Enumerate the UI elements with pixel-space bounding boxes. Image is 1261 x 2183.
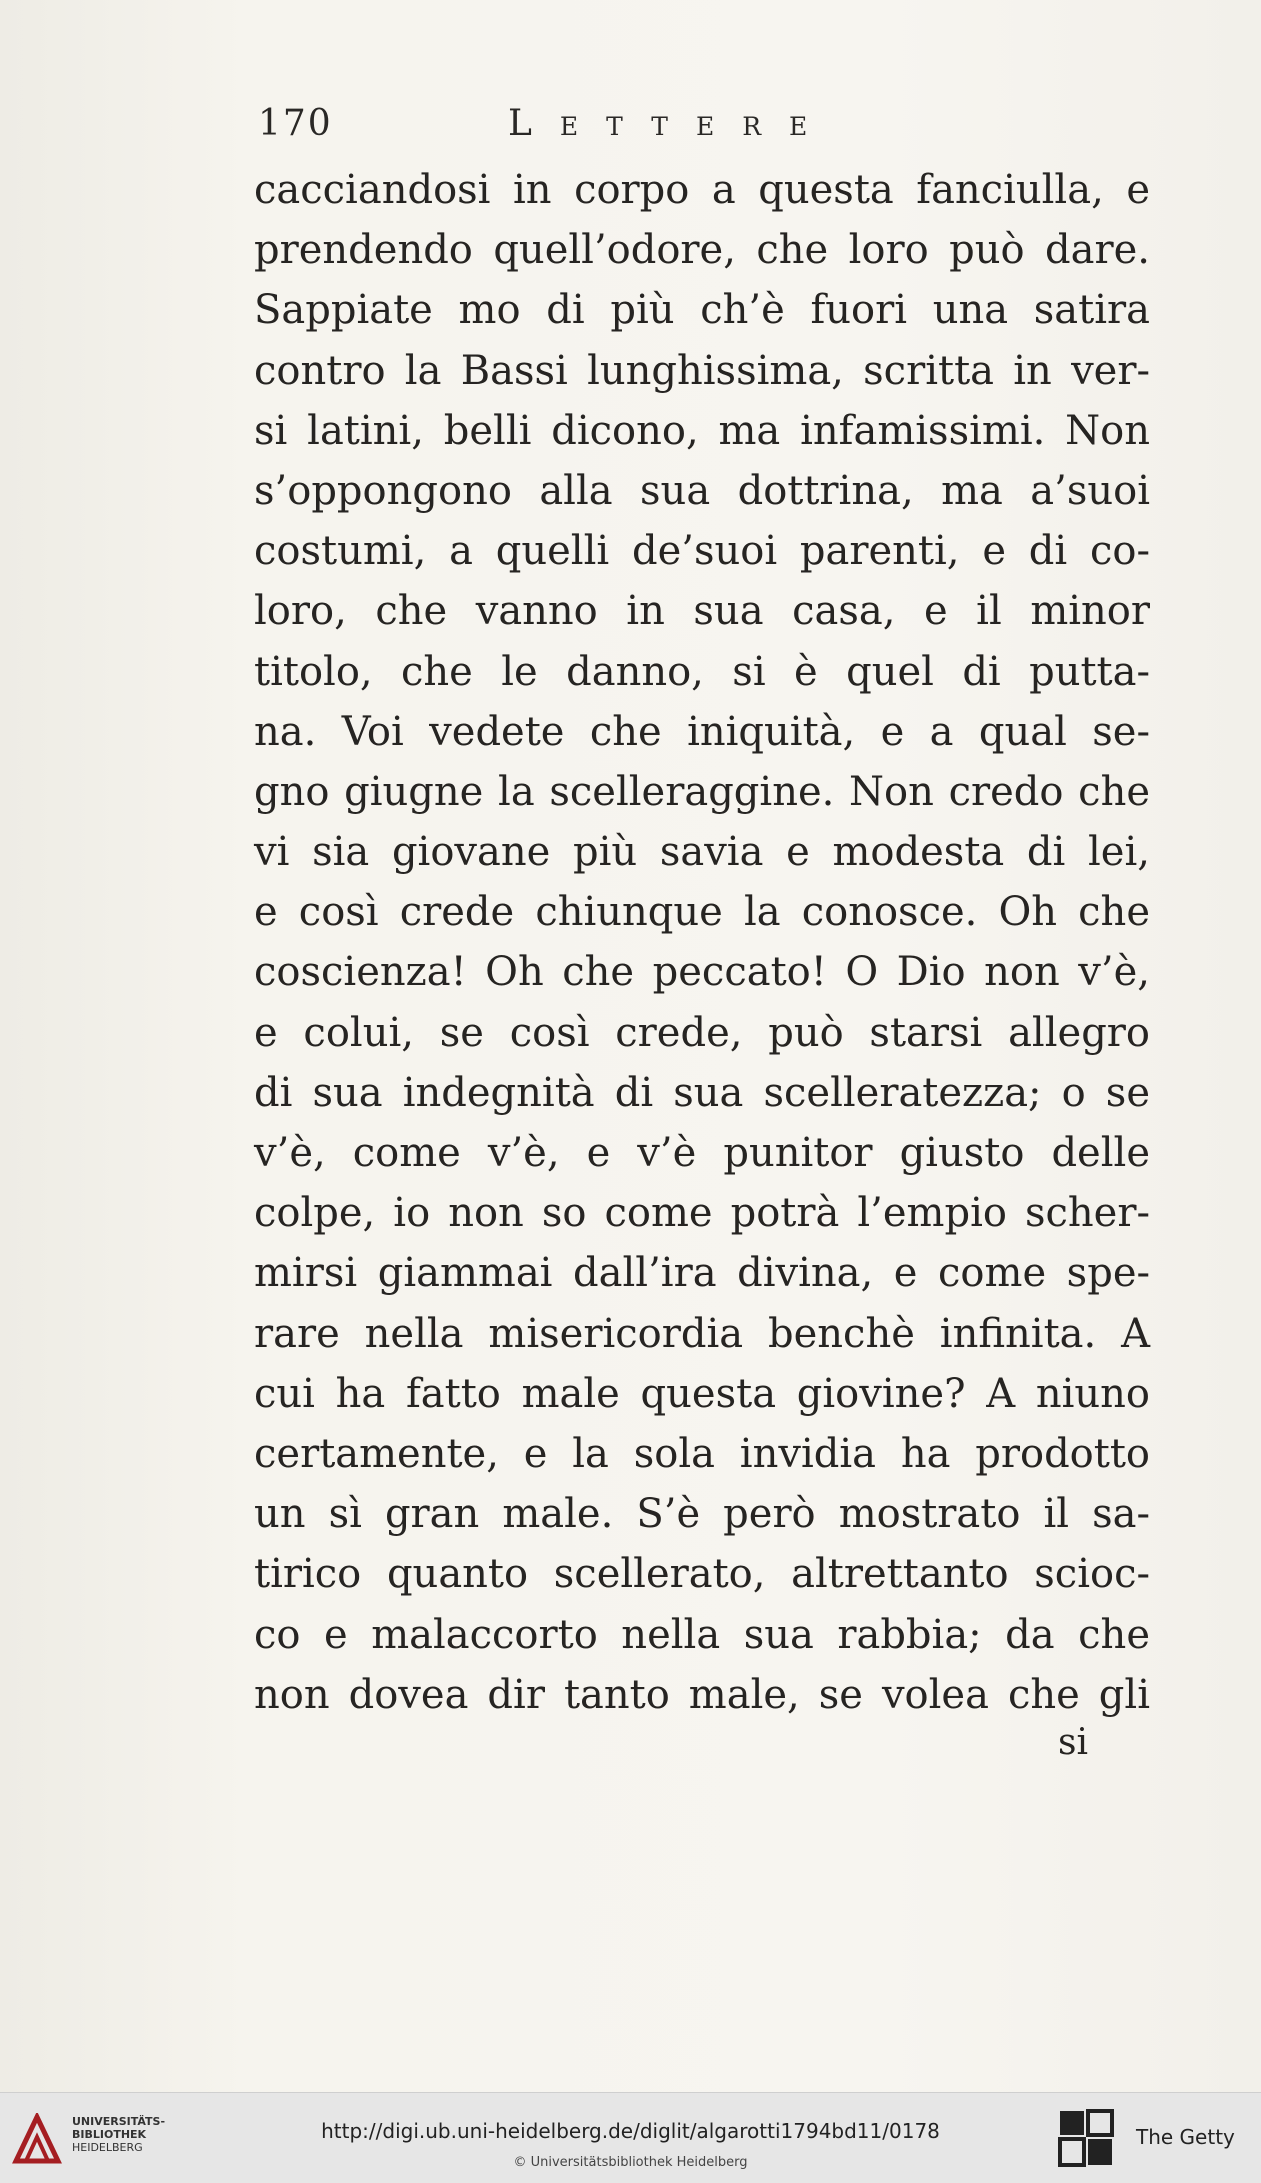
- text-line: tirico quanto scellerato, altrettanto scioc-: [254, 1551, 1150, 1598]
- text-line: cui ha fatto male questa giovine? A niuno: [254, 1370, 1150, 1417]
- text-line: coscienza! Oh che peccato! O Dio non v’è,: [254, 949, 1150, 996]
- running-title: Lettere: [508, 103, 836, 144]
- text-line: s’oppongono alla sua dottrina, ma a’suoi: [254, 467, 1150, 514]
- page-number: 170: [258, 103, 333, 144]
- text-line: si latini, belli dicono, ma infamissimi. Non: [254, 407, 1150, 454]
- university-name-line: UNIVERSITÄTS-: [72, 2115, 166, 2128]
- text-line: contro la Bassi lunghissima, scritta in ver-: [254, 347, 1150, 394]
- text-line: non dovea dir tanto male, se volea che gli: [254, 1671, 1150, 1718]
- text-line: colpe, io non so come potrà l’empio scher-: [254, 1190, 1150, 1237]
- getty-name: The Getty: [1136, 2125, 1235, 2149]
- document-url[interactable]: http://digi.ub.uni-heidelberg.de/diglit/algarotti1794bd11/0178: [321, 2119, 940, 2143]
- copyright-notice: © Universitätsbibliothek Heidelberg: [513, 2155, 748, 2170]
- text-line: loro, che vanno in sua casa, e il minor: [254, 588, 1150, 635]
- text-line: co e malaccorto nella sua rabbia; da che: [254, 1611, 1150, 1658]
- text-line: cacciandosi in corpo a questa fanciulla, e: [254, 167, 1150, 213]
- university-name-line: HEIDELBERG: [72, 2141, 143, 2154]
- text-line: e così crede chiunque la conosce. Oh che: [254, 889, 1150, 936]
- text-line: Sappiate mo di più ch’è fuori una satira: [254, 287, 1150, 334]
- text-line: na. Voi vedete che iniquità, e a qual se-: [254, 708, 1150, 755]
- text-line: costumi, a quelli de’suoi parenti, e di co-: [254, 528, 1150, 575]
- text-line: gno giugne la scelleraggine. Non credo che: [254, 768, 1150, 815]
- text-line: prendendo quell’odore, che loro può dare.: [254, 227, 1150, 274]
- text-line: di sua indegnità di sua scelleratezza; o se: [254, 1069, 1150, 1116]
- text-line: rare nella misericordia benchè infinita. A: [254, 1310, 1150, 1357]
- footer-bar: [0, 2092, 1261, 2183]
- body-text: [254, 160, 1150, 1725]
- text-line: v’è, come v’è, e v’è punitor giusto delle: [254, 1130, 1150, 1176]
- text-line: vi sia giovane più savia e modesta di lei,: [254, 829, 1150, 876]
- page-header: [258, 103, 958, 153]
- text-line: certamente, e la sola invidia ha prodotto: [254, 1430, 1150, 1477]
- text-line: un sì gran male. S’è però mostrato il sa-: [254, 1491, 1150, 1538]
- text-line: mirsi giammai dall’ira divina, e come spe-: [254, 1250, 1150, 1297]
- text-line: e colui, se così crede, può starsi allegro: [254, 1009, 1150, 1056]
- text-line: titolo, che le danno, si è quel di putta-: [254, 648, 1150, 695]
- getty-logo-icon: [1058, 2109, 1114, 2167]
- university-name-line: BIBLIOTHEK: [72, 2128, 147, 2141]
- catchword: si: [1058, 1722, 1088, 1763]
